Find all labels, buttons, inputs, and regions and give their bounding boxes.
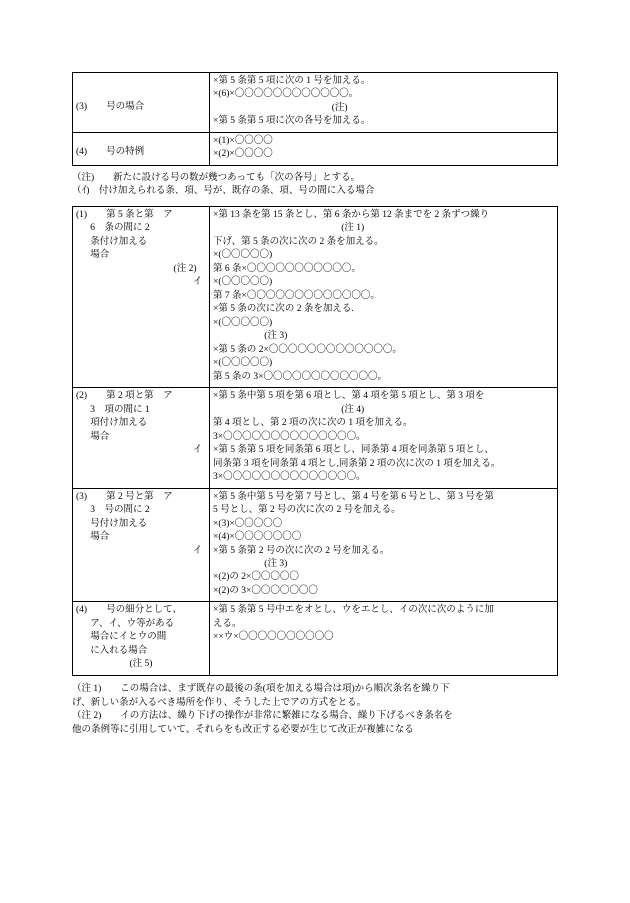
row-label: 項付け加える <box>90 418 148 429</box>
note-line: （注) 新たに設ける号の数が幾つあっても「次の各号」とする。 <box>72 172 361 183</box>
text-line: ×第 5 条中第 5 項を第 6 項とし、第 4 項を第 5 項とし、第 3 項を <box>213 391 485 402</box>
text-line: 3×〇〇〇〇〇〇〇〇〇〇〇〇〇〇。 <box>213 431 366 442</box>
text-line: 3×〇〇〇〇〇〇〇〇〇〇〇〇〇〇。 <box>213 472 366 483</box>
note-line: （ｲ) 付け加えられる条、項、号が、既存の条、項、号の間に入る場合 <box>72 186 375 197</box>
footnote-body: 他の条例等に引用していて、それらをも改正する必要が生じて改正が複雑になる <box>72 725 414 736</box>
text-line: ×第 5 条第 2 号の次に次の 2 号を加える。 <box>213 545 390 556</box>
row-label: ア、イ、ウ等がある <box>90 618 175 629</box>
text-line: ×(6)×〇〇〇〇〇〇〇〇〇〇〇〇。 <box>213 89 359 100</box>
table-row <box>73 132 558 165</box>
text-line: ×(3)×〇〇〇〇〇 <box>213 518 283 529</box>
row-label: 場合 <box>90 250 110 261</box>
row-label: (1) 第 5 条と第 ア <box>76 209 173 220</box>
row-content-cell <box>210 488 558 602</box>
mid-notes <box>72 172 558 199</box>
text-line: ×(〇〇〇〇〇) <box>213 317 273 328</box>
footnote-body: げ、新しい条が入るべき場所を作り、そうした上でアの方式をとる。 <box>72 697 367 708</box>
row-label: (3) 第 2 号と第 ア <box>76 491 173 502</box>
text-line: ×第 5 条第 5 項を同条第 6 項とし、同条第 4 項を同条第 5 項とし、 <box>213 445 494 456</box>
text-line: 第 5 条の 3×〇〇〇〇〇〇〇〇〇〇〇〇。 <box>213 371 387 382</box>
row-label: 3 号の間に 2 <box>90 505 150 516</box>
row-label-cell <box>73 388 210 488</box>
row-label: 3 項の間に 1 <box>90 404 150 415</box>
text-line: ×第 5 条の 2×〇〇〇〇〇〇〇〇〇〇〇〇〇。 <box>213 344 402 355</box>
row-label: 6 条の間に 2 <box>90 223 150 234</box>
text-line: ×第 5 条の次に次の 2 条を加える. <box>213 304 354 315</box>
note-marker: (注 2) <box>173 263 197 274</box>
table-row <box>73 488 558 602</box>
row-label-cell <box>73 73 210 133</box>
table-row <box>73 602 558 675</box>
row-label: イ <box>192 445 203 456</box>
row-label: (3) 号の場合 <box>76 102 145 112</box>
row-label-cell <box>73 488 210 602</box>
note-marker: (注 5) <box>129 659 153 670</box>
footnotes <box>72 683 558 738</box>
document-content <box>72 72 558 738</box>
text-line: ×(4)×〇〇〇〇〇〇〇 <box>213 532 302 543</box>
table-lower <box>72 206 558 676</box>
note-marker: (注 4) <box>341 404 365 415</box>
note-marker: (注 3) <box>264 331 288 342</box>
row-content-cell <box>210 73 558 133</box>
row-label: イ <box>192 277 203 288</box>
row-label: (2) 第 2 項と第 ア <box>76 391 173 402</box>
text-line: ×第 5 条中第 5 号を第 7 号とし、第 4 号を第 6 号とし、第 3 号を第 <box>213 491 494 502</box>
text-line: える。 <box>213 618 242 629</box>
row-label: (4) 号の細分として、 <box>76 605 182 616</box>
table-row <box>73 73 558 133</box>
text-line: 第 7 条×〇〇〇〇〇〇〇〇〇〇〇〇〇。 <box>213 290 380 301</box>
text-line: ×(2)×〇〇〇〇 <box>213 149 273 160</box>
note-marker: (注 3) <box>264 558 288 569</box>
footnote-head: （注 2) イの方法は、繰り下げの操作が非常に繁雑になる場合、繰り下げるべき条名を <box>72 711 453 722</box>
text-line: ×第 13 条を第 15 条とし、第 6 条から第 12 条までを 2 条ずつ繰り <box>213 209 490 220</box>
text-line: ×第 5 条第 5 項に次の 1 号を加える。 <box>213 76 371 86</box>
table-row <box>73 388 558 488</box>
table-upper <box>72 72 558 166</box>
row-content-cell <box>210 206 558 387</box>
row-label: に入れる場合 <box>90 645 148 656</box>
text-line: ×(2)の 2×〇〇〇〇〇 <box>213 572 299 583</box>
row-label: 場合にイとウの間 <box>90 632 167 643</box>
text-line: ×(2)の 3×〇〇〇〇〇〇〇 <box>213 585 318 596</box>
row-content-cell <box>210 602 558 675</box>
text-line: 下げ、第 5 条の次に次の 2 条を加える。 <box>213 236 384 247</box>
row-label: 場合 <box>90 532 110 543</box>
text-line: 第 6 条×〇〇〇〇〇〇〇〇〇〇〇。 <box>213 263 361 274</box>
row-content-cell <box>210 388 558 488</box>
text-line: ×第 5 条第 5 項に次の各号を加える。 <box>213 116 371 127</box>
note-marker: (注 1) <box>341 223 365 234</box>
text-line: ×(〇〇〇〇〇) <box>213 358 273 369</box>
footnote-head: （注 1) この場合は、まず既存の最後の条(項を加える場合は項)から順次条名を繰り下 <box>72 683 450 694</box>
row-label: 場合 <box>90 431 110 442</box>
row-label-cell <box>73 602 210 675</box>
text-line: ×(〇〇〇〇〇) <box>213 277 273 288</box>
row-label-cell <box>73 206 210 387</box>
table-row <box>73 206 558 387</box>
row-label: イ <box>192 545 203 556</box>
text-line: 同条第 3 項を同条第 4 項とし,同条第 2 項の次に次の 1 項を加える。 <box>213 458 501 469</box>
text-line: ×(〇〇〇〇〇) <box>213 250 273 261</box>
row-label: (4) 号の特例 <box>76 146 145 157</box>
text-line: ××ウ×〇〇〇〇〇〇〇〇〇〇 <box>213 632 334 643</box>
text-line: 第 4 項とし、第 2 項の次に次の 1 項を加える。 <box>213 418 413 429</box>
text-line: ×第 5 条第 5 号中エをオとし、ウをエとし、イの次に次のように加 <box>213 605 494 616</box>
text-line: 5 号とし、第 2 号の次に次の 2 号を加える。 <box>213 505 401 516</box>
text-line: ×(1)×〇〇〇〇 <box>213 135 273 146</box>
note-marker: (注) <box>331 102 348 113</box>
row-content-cell <box>210 132 558 165</box>
row-label: 号付け加える <box>90 518 148 529</box>
row-label: 条付け加える <box>90 236 148 247</box>
row-label-cell <box>73 132 210 165</box>
